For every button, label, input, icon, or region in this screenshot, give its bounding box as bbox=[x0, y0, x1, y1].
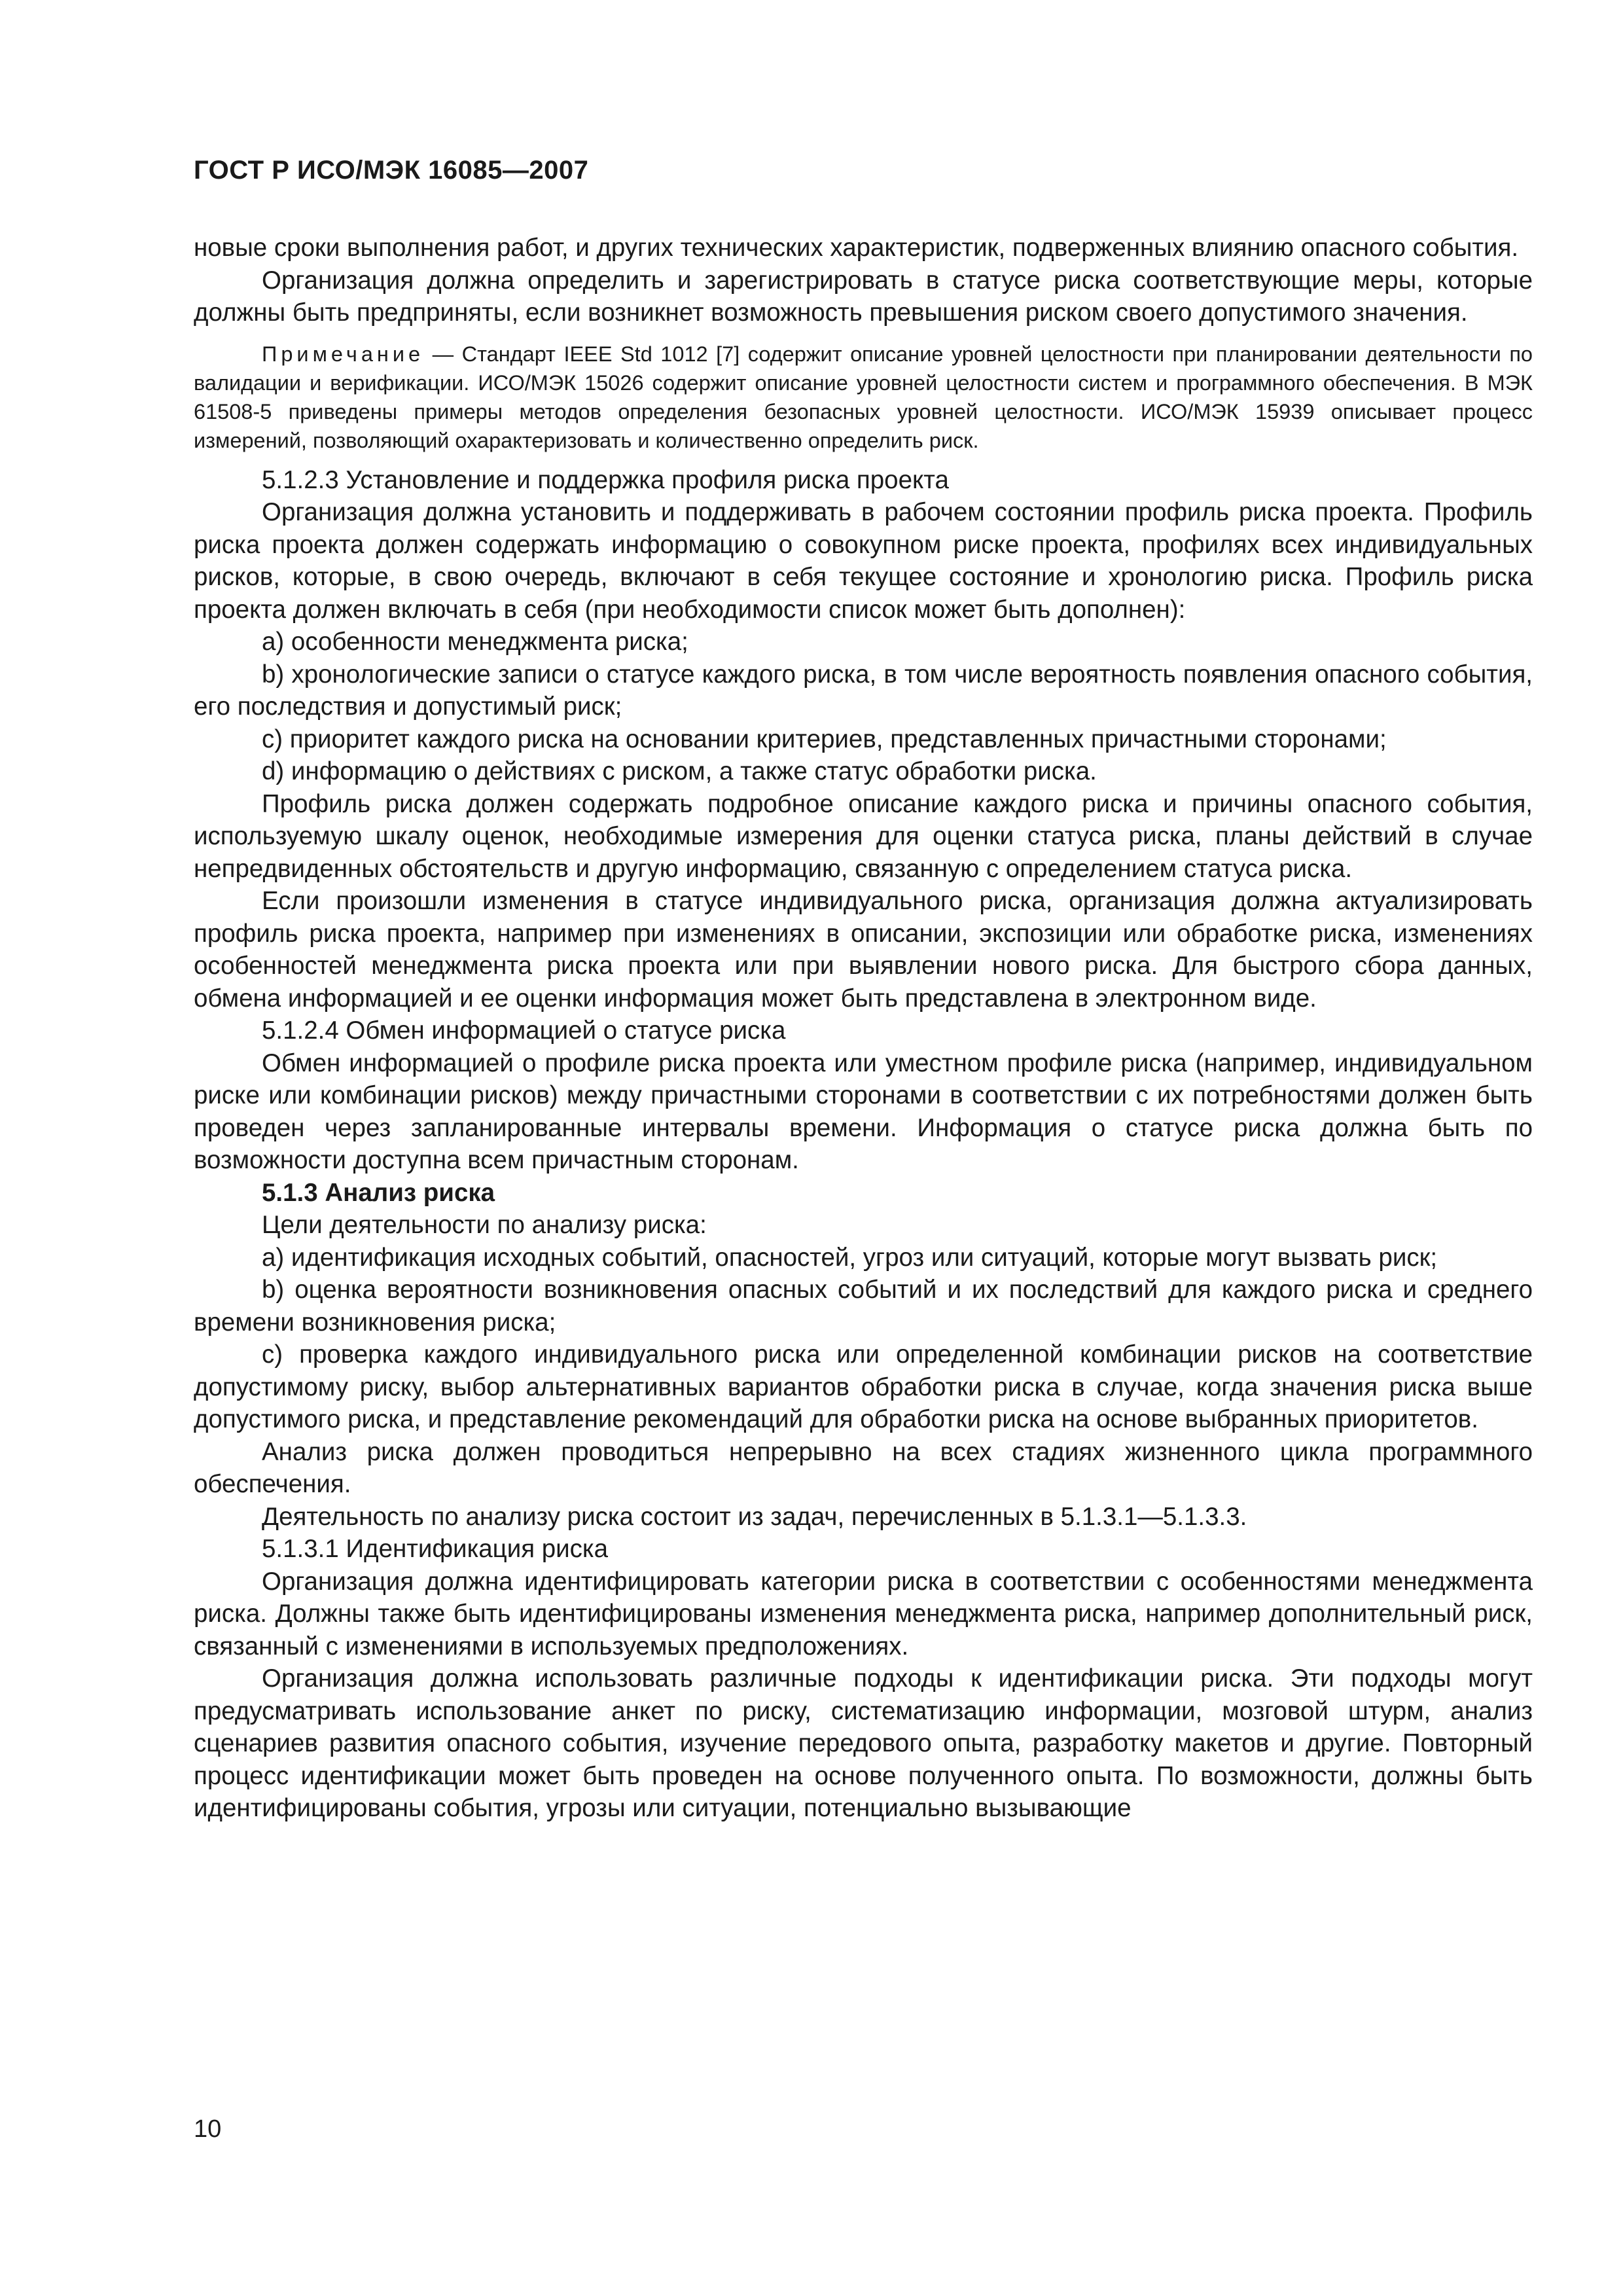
note bbox=[194, 340, 1533, 455]
list-item: d) информацию о действиях с риском, а также статус обработки риска. bbox=[262, 757, 1097, 785]
list-item: c) проверка каждого индивидуального риска или определенной комбинации рисков на соответствие допустимому риску, выбор альтернативных вариантов обработки риска в случае, когда значения риска выше допустимого риска, и представление рекомендаций для обработки риска на основе выбранных приоритетов. bbox=[194, 1340, 1533, 1433]
list-item: b) хронологические записи о статусе каждого риска, в том числе вероятность появления опасного события, его последствия и допустимый риск; bbox=[194, 660, 1533, 721]
paragraph: Анализ риска должен проводиться непрерывно на всех стадиях жизненного цикла программного обеспечения. bbox=[194, 1437, 1533, 1498]
list-item: a) идентификация исходных событий, опасностей, угроз или ситуаций, которые могут вызвать риск; bbox=[262, 1243, 1438, 1272]
paragraph: Организация должна использовать различные подходы к идентификации риска. Эти подходы могут предусматривать использование анкет по риску, систематизацию информации, мозговой штурм, анализ сценариев развития опасного события, изучение передового опыта, разработку макетов и другие. Повторный процесс идентификации может быть проведен на основе полученного опыта. По возможности, должны быть идентифицированы события, угрозы или ситуации, потенциально вызывающие bbox=[194, 1664, 1533, 1822]
document-body bbox=[194, 232, 1533, 1825]
paragraph: Обмен информацией о профиле риска проекта или уместном профиле риска (например, индивидуальном риске или комбинации рисков) между причастными сторонами в соответствии с их потребностями должен быть проведен через запланированные интервалы времени. Информация о статусе риска должна быть по возможности доступна всем причастным сторонам. bbox=[194, 1049, 1533, 1174]
document-header: ГОСТ Р ИСО/МЭК 16085—2007 bbox=[194, 156, 589, 185]
section-heading-513: 5.1.3 Анализ риска bbox=[262, 1178, 495, 1207]
paragraph: Организация должна определить и зарегистрировать в статусе риска соответствующие меры, которые должны быть предприняты, если возникнет возможность превышения риском своего допустимого значения. bbox=[194, 266, 1533, 327]
paragraph: Организация должна идентифицировать категории риска в соответствии с особенностями менеджмента риска. Должны также быть идентифицированы изменения менеджмента риска, например дополнительный риск, связанный с изменениями в используемых предположениях. bbox=[194, 1567, 1533, 1660]
section-heading-5124: 5.1.2.4 Обмен информацией о статусе риска bbox=[262, 1016, 786, 1045]
paragraph: Организация должна установить и поддерживать в рабочем состоянии профиль риска проекта. Профиль риска проекта должен содержать информацию о совокупном риске проекта, профилях всех индивидуальных рисков, которые, в свою очередь, включают в себя текущее состояние и хронологию риска. Профиль риска проекта должен включать в себя (при необходимости список может быть дополнен): bbox=[194, 498, 1533, 624]
paragraph: новые сроки выполнения работ, и других технических характеристик, подверженных влиянию опасного события. bbox=[194, 234, 1519, 262]
paragraph: Профиль риска должен содержать подробное описание каждого риска и причины опасного события, используемую шкалу оценок, необходимые измерения для оценки статуса риска, планы действий в случае непредвиденных обстоятельств и другую информацию, связанную с определением статуса риска. bbox=[194, 789, 1533, 883]
paragraph: Если произошли изменения в статусе индивидуального риска, организация должна актуализировать профиль риска проекта, например при изменениях в описании, экспозиции или обработке риска, изменениях особенностей менеджмента риска проекта или при выявлении нового риска. Для быстрого сбора данных, обмена информацией и ее оценки информация может быть представлена в электронном виде. bbox=[194, 887, 1533, 1013]
section-heading-5123: 5.1.2.3 Установление и поддержка профиля риска проекта bbox=[262, 465, 949, 494]
list-item: c) приоритет каждого риска на основании критериев, представленных причастными сторонами; bbox=[262, 725, 1387, 753]
list-item: a) особенности менеджмента риска; bbox=[262, 628, 688, 656]
list-item: b) оценка вероятности возникновения опасных событий и их последствий для каждого риска и среднего времени возникновения риска; bbox=[194, 1276, 1533, 1336]
note-text: — Стандарт IEEE Std 1012 [7] содержит описание уровней целостности при планировании деятельности по валидации и верификации. ИСО/МЭК 15026 содержит описание уровней целостности систем и программного обеспечения. В МЭК 61508-5 приведены примеры методов определения безопасных уровней целостности. ИСО/МЭК 15939 описывает процесс измерений, позволяющий охарактеризовать и количественно определить риск. bbox=[194, 342, 1533, 452]
document-page bbox=[194, 0, 1533, 2296]
section-heading-5131: 5.1.3.1 Идентификация риска bbox=[262, 1535, 609, 1563]
page-number: 10 bbox=[194, 2115, 222, 2143]
paragraph: Деятельность по анализу риска состоит из задач, перечисленных в 5.1.3.1—5.1.3.3. bbox=[262, 1502, 1247, 1531]
note-label: Примечание bbox=[262, 342, 425, 366]
paragraph: Цели деятельности по анализу риска: bbox=[262, 1211, 707, 1239]
